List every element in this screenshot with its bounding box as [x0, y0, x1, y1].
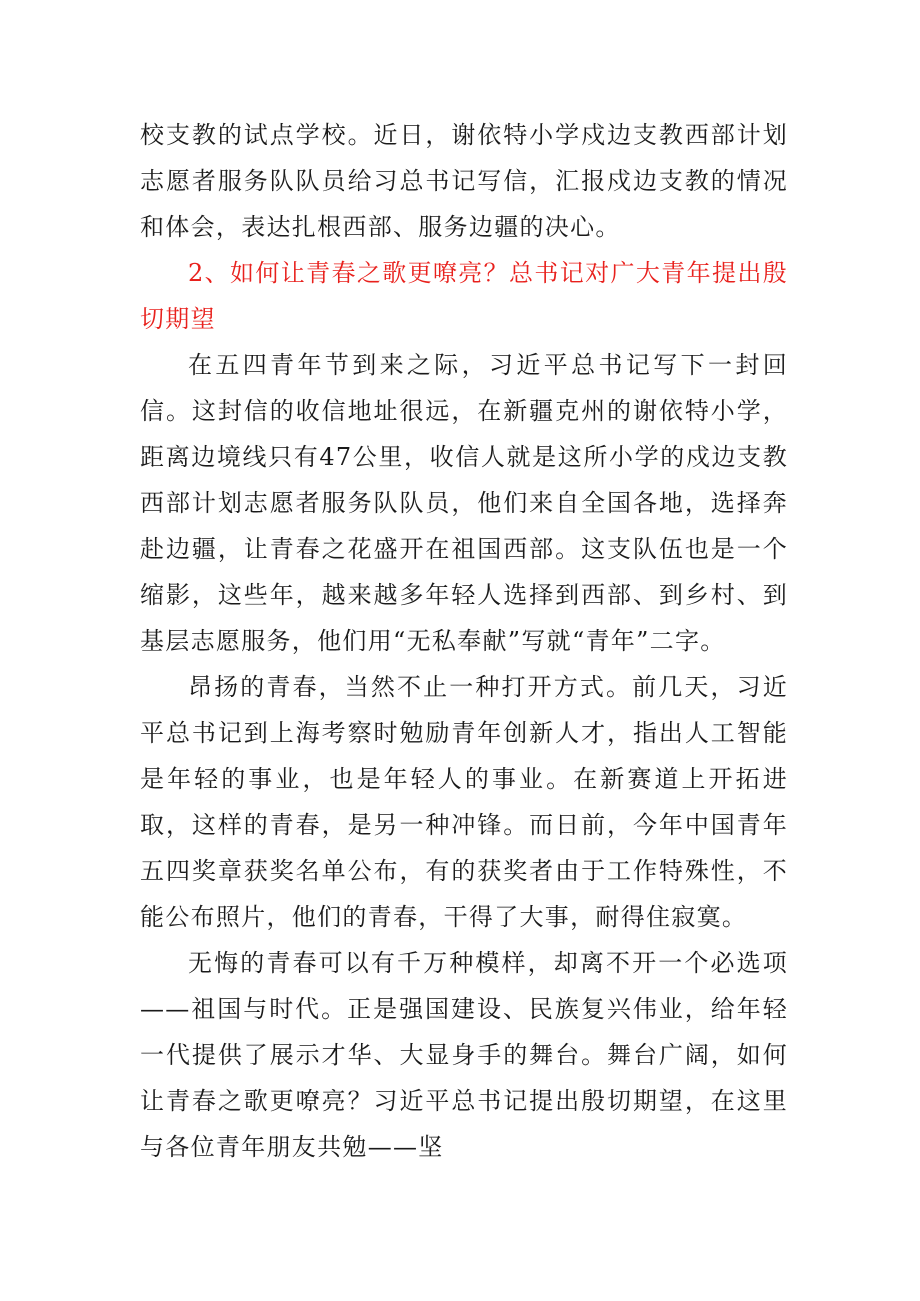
- paragraph-youth-innovation: 昂扬的青春，当然不止一种打开方式。前几天，习近平总书记到上海考察时勉励青年创新人才，指出人工智能是年轻的事业，也是年轻人的事业。在新赛道上开拓进取，这样的青春，是另一种冲锋。而日前，今年中国青年五四奖章获奖名单公布，有的获奖者由于工作特殊性，不能公布照片，他们的青春，干得了大事，耐得住寂寞。: [140, 673, 788, 931]
- paragraph-country-and-era: 无悔的青春可以有千万种模样，却离不开一个必选项——祖国与时代。正是强国建设、民族复兴伟业，给年轻一代提供了展示才华、大显身手的舞台。舞台广阔，如何让青春之歌更嘹亮？习近平总书记提出殷切期望，在这里与各位青年朋友共勉——坚: [140, 949, 788, 1161]
- paragraph-reply-letter: 在五四青年节到来之际，习近平总书记写下一封回信。这封信的收信地址很远，在新疆克州的谢依特小学，距离边境线只有47公里，收信人就是这所小学的戍边支教西部计划志愿者服务队队员，他们来自全国各地，选择奔赴边疆，让青春之花盛开在祖国西部。这支队伍也是一个缩影，这些年，越来越多年轻人选择到西部、到乡村、到基层志愿服务，他们用“无私奉献”写就“青年”二字。: [140, 351, 788, 655]
- section-heading: 2、如何让青春之歌更嘹亮？总书记对广大青年提出殷切期望: [140, 259, 788, 333]
- document-body: [140, 112, 788, 1170]
- paragraph-intro-continuation: 校支教的试点学校。近日，谢依特小学戍边支教西部计划志愿者服务队队员给习总书记写信，汇报戍边支教的情况和体会，表达扎根西部、服务边疆的决心。: [140, 121, 788, 241]
